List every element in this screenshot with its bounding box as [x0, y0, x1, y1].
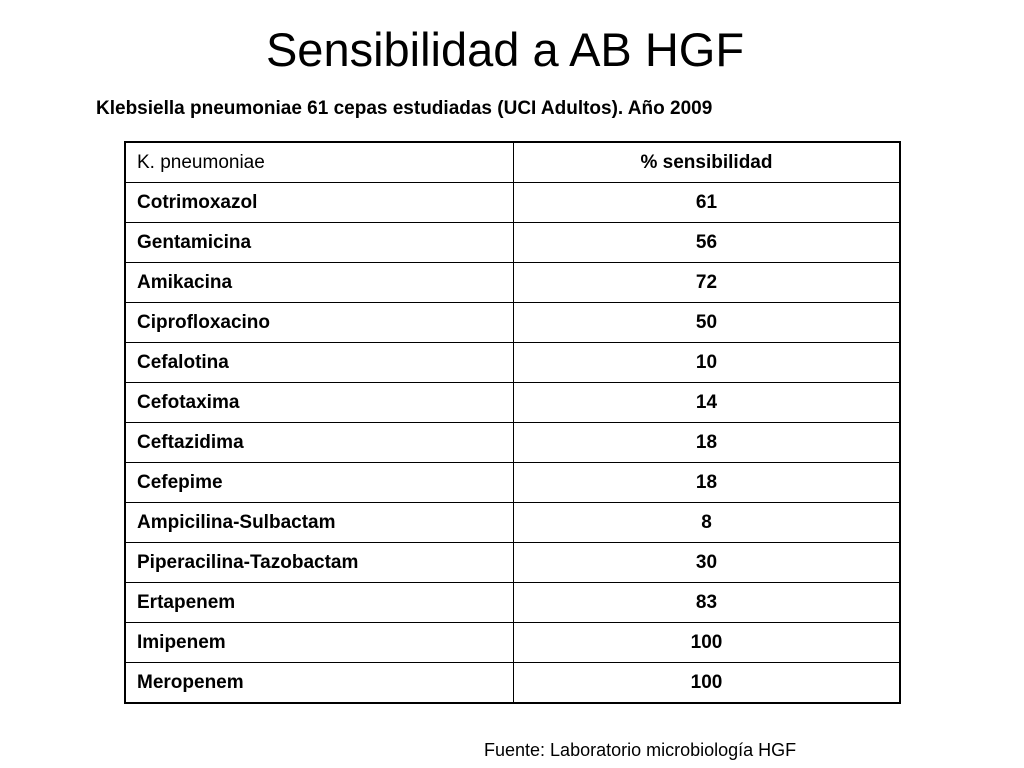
antibiotic-name: Cefalotina [125, 343, 514, 383]
table-row [125, 423, 900, 463]
antibiotic-name: Ceftazidima [125, 423, 514, 463]
sensitivity-value: 30 [514, 543, 901, 583]
table-row [125, 223, 900, 263]
sensitivity-value: 100 [514, 663, 901, 704]
antibiotic-name: Amikacina [125, 263, 514, 303]
antibiotic-name: Ciprofloxacino [125, 303, 514, 343]
header-organism: K. pneumoniae [125, 142, 514, 183]
header-sensitivity: % sensibilidad [514, 142, 901, 183]
table-row [125, 263, 900, 303]
table-row [125, 183, 900, 223]
antibiotic-name: Cotrimoxazol [125, 183, 514, 223]
table-row [125, 623, 900, 663]
sensitivity-value: 72 [514, 263, 901, 303]
sensitivity-table [124, 141, 901, 704]
source-note: Fuente: Laboratorio microbiología HGF [484, 740, 797, 760]
antibiotic-name: Ampicilina-Sulbactam [125, 503, 514, 543]
table-row [125, 383, 900, 423]
table-row [125, 503, 900, 543]
sensitivity-value: 50 [514, 303, 901, 343]
sensitivity-value: 83 [514, 583, 901, 623]
sensitivity-value: 14 [514, 383, 901, 423]
sensitivity-value: 61 [514, 183, 901, 223]
sensitivity-value: 8 [514, 503, 901, 543]
sensitivity-value: 100 [514, 623, 901, 663]
slide-subtitle: Klebsiella pneumoniae 61 cepas estudiadas (UCI Adultos). Año 2009 [96, 98, 713, 119]
table-row [125, 583, 900, 623]
antibiotic-name: Cefepime [125, 463, 514, 503]
sensitivity-value: 56 [514, 223, 901, 263]
slide-title: Sensibilidad a AB HGF [265, 23, 745, 76]
antibiotic-name: Meropenem [125, 663, 514, 704]
table-row [125, 463, 900, 503]
table-header-row [125, 142, 900, 183]
sensitivity-value: 10 [514, 343, 901, 383]
antibiotic-name: Piperacilina-Tazobactam [125, 543, 514, 583]
table-row [125, 303, 900, 343]
antibiotic-name: Imipenem [125, 623, 514, 663]
table-row [125, 663, 900, 704]
antibiotic-name: Gentamicina [125, 223, 514, 263]
sensitivity-value: 18 [514, 463, 901, 503]
antibiotic-name: Ertapenem [125, 583, 514, 623]
table-row [125, 343, 900, 383]
table-row [125, 543, 900, 583]
antibiotic-name: Cefotaxima [125, 383, 514, 423]
sensitivity-value: 18 [514, 423, 901, 463]
